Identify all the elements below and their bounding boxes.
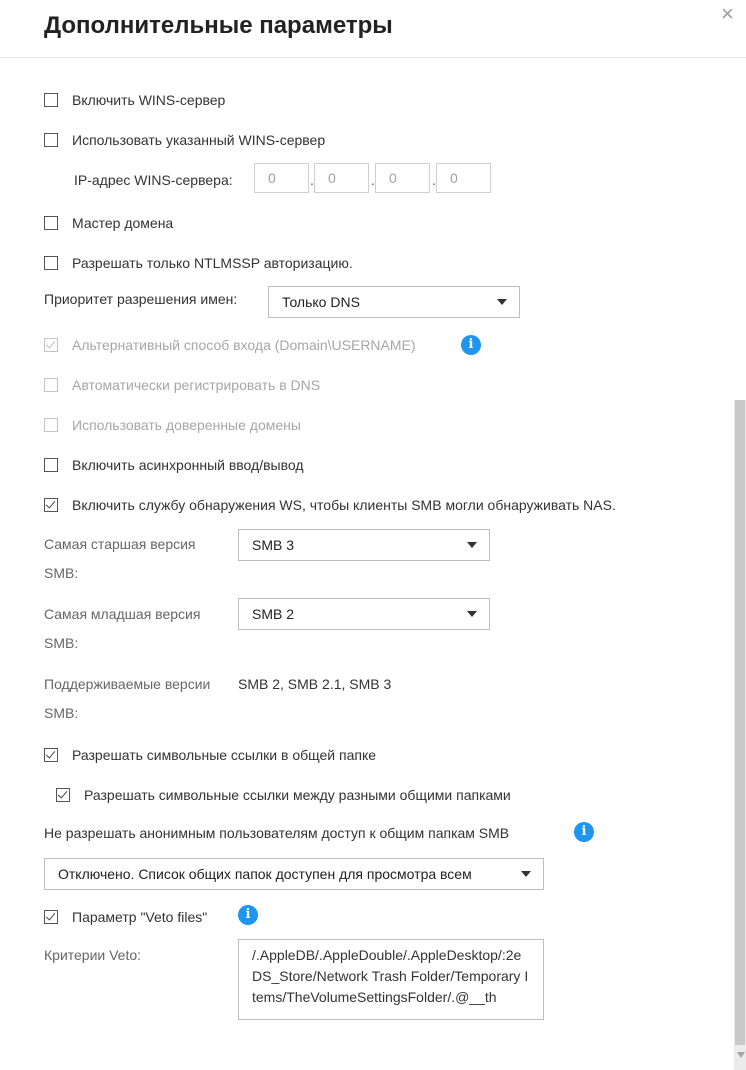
async-io-label: Включить асинхронный ввод/вывод	[72, 457, 304, 473]
smb-supported-label-line2: SMB:	[44, 705, 79, 721]
ws-discovery-checkbox[interactable]	[44, 498, 58, 512]
wins-ip-octet-1[interactable]: 0	[254, 163, 309, 193]
smb-min-value: SMB 2	[252, 606, 295, 622]
trusted-domains-checkbox	[44, 418, 58, 432]
smb-supported-label-line1: Поддерживаемые версии	[44, 676, 211, 692]
auto-dns-checkbox	[44, 378, 58, 392]
veto-files-label: Параметр "Veto files"	[72, 909, 208, 925]
auto-dns-label: Автоматически регистрировать в DNS	[72, 377, 321, 393]
wins-ip-label: IP-адрес WINS-сервера:	[74, 172, 233, 188]
info-icon[interactable]: i	[238, 905, 258, 925]
chevron-down-icon	[467, 611, 477, 617]
anon-access-label: Не разрешать анонимным пользователям доступ к общим папкам SMB	[44, 825, 510, 841]
ntlmssp-label: Разрешать только NTLMSSP авторизацию.	[72, 255, 353, 271]
close-icon[interactable]: ×	[721, 1, 734, 26]
alt-login-checkbox	[44, 338, 58, 352]
symlinks-cross-checkbox[interactable]	[56, 788, 70, 802]
veto-files-checkbox[interactable]	[44, 910, 58, 924]
smb-min-select[interactable]	[238, 598, 490, 630]
anon-access-select[interactable]	[44, 858, 544, 890]
use-wins-label: Использовать указанный WINS-сервер	[72, 132, 326, 148]
ip-separator: .	[371, 172, 375, 188]
ip-separator: .	[310, 172, 314, 188]
ntlmssp-checkbox[interactable]	[44, 256, 58, 270]
wins-ip-octet-4[interactable]: 0	[436, 163, 491, 193]
symlinks-cross-label: Разрешать символьные ссылки между разными общими папками	[84, 787, 511, 803]
chevron-down-icon	[497, 299, 507, 305]
trusted-domains-label: Использовать доверенные домены	[72, 417, 301, 433]
chevron-down-icon	[521, 871, 531, 877]
chevron-down-icon	[467, 542, 477, 548]
scrollbar-thumb[interactable]	[735, 400, 745, 1045]
anon-access-value: Отключено. Список общих папок доступен для просмотра всем	[58, 866, 472, 882]
smb-max-label	[44, 530, 196, 588]
async-io-checkbox[interactable]	[44, 458, 58, 472]
smb-max-label-line1: Самая старшая версия	[44, 536, 196, 552]
dialog-header	[0, 0, 746, 58]
smb-min-label-line1: Самая младшая версия	[44, 606, 201, 622]
smb-supported-value: SMB 2, SMB 2.1, SMB 3	[238, 676, 392, 692]
alt-login-label: Альтернативный способ входа (Domain\USERNAME)	[72, 337, 416, 353]
scroll-down-arrow-icon[interactable]	[737, 1052, 745, 1058]
domain-master-label: Мастер домена	[72, 215, 174, 231]
smb-supported-label	[44, 670, 210, 728]
symlinks-label: Разрешать символьные ссылки в общей папке	[72, 747, 377, 763]
use-wins-checkbox[interactable]	[44, 133, 58, 147]
wins-ip-octet-3[interactable]: 0	[375, 163, 430, 193]
name-priority-label: Приоритет разрешения имен:	[44, 291, 238, 307]
info-icon[interactable]: i	[461, 335, 481, 355]
name-priority-select[interactable]	[268, 286, 520, 318]
smb-min-label	[44, 600, 200, 658]
smb-max-label-line2: SMB:	[44, 565, 79, 581]
wins-server-checkbox[interactable]	[44, 93, 58, 107]
ip-separator: .	[432, 172, 436, 188]
info-icon[interactable]: i	[574, 822, 594, 842]
smb-max-select[interactable]	[238, 529, 490, 561]
veto-criteria-textarea[interactable]: /.AppleDB/.AppleDouble/.AppleDesktop/:2eDS_Store/Network Trash Folder/Temporary Items/TheVolumeSettingsFolder/.@__th	[238, 939, 544, 1020]
smb-min-label-line2: SMB:	[44, 635, 79, 651]
domain-master-checkbox[interactable]	[44, 216, 58, 230]
dialog-title: Дополнительные параметры	[44, 12, 393, 39]
veto-criteria-label: Критерии Veto:	[44, 947, 142, 963]
name-priority-value: Только DNS	[282, 294, 360, 310]
ws-discovery-label: Включить службу обнаружения WS, чтобы клиенты SMB могли обнаруживать NAS.	[72, 497, 616, 513]
smb-max-value: SMB 3	[252, 537, 295, 553]
wins-server-label: Включить WINS-сервер	[72, 92, 226, 108]
symlinks-checkbox[interactable]	[44, 748, 58, 762]
wins-ip-octet-2[interactable]: 0	[314, 163, 369, 193]
